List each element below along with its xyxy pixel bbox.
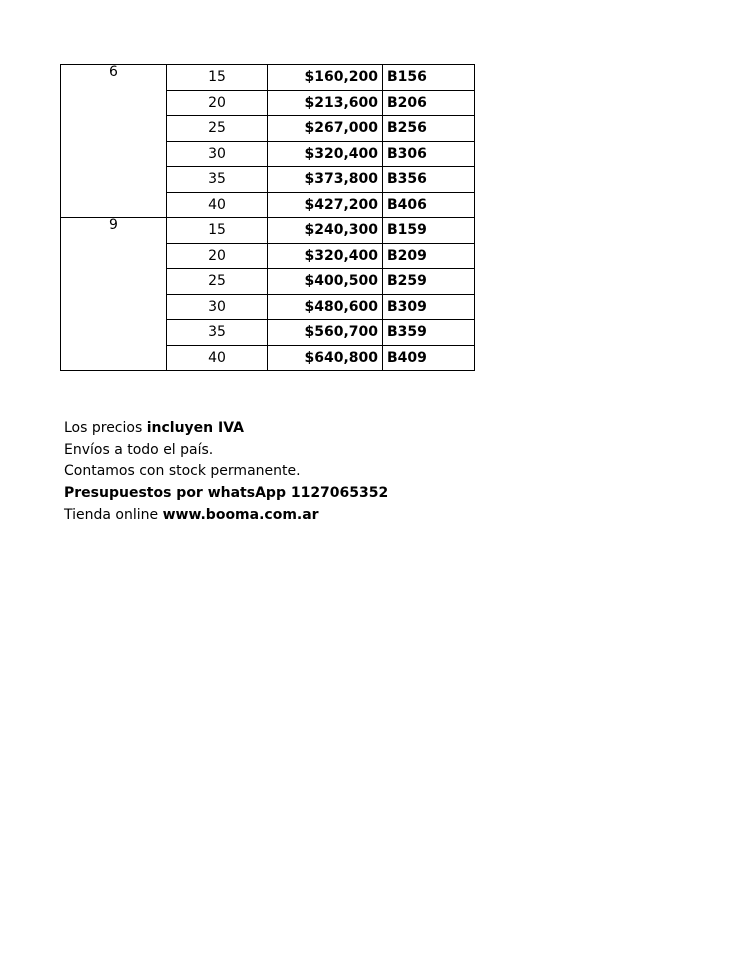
store-note: [64, 505, 388, 527]
code-cell: B356: [383, 167, 475, 193]
code-cell: B259: [383, 269, 475, 295]
qty-cell: 25: [167, 116, 268, 142]
qty-cell: 30: [167, 141, 268, 167]
qty-cell: 15: [167, 218, 268, 244]
price-cell: $320,400: [268, 141, 383, 167]
code-cell: B306: [383, 141, 475, 167]
qty-cell: 20: [167, 90, 268, 116]
store-url: www.booma.com.ar: [162, 506, 319, 523]
code-cell: B256: [383, 116, 475, 142]
code-cell: B209: [383, 243, 475, 269]
table-row: [61, 218, 475, 244]
quotes-note: Presupuestos por whatsApp 1127065352: [64, 485, 389, 502]
price-cell: $640,800: [268, 345, 383, 371]
qty-cell: 35: [167, 167, 268, 193]
iva-note-text: Los precios: [64, 420, 147, 436]
stock-note: Contamos con stock permanente.: [64, 463, 301, 480]
price-cell: $267,000: [268, 116, 383, 142]
price-cell: $427,200: [268, 192, 383, 218]
qty-cell: 25: [167, 269, 268, 295]
code-cell: B406: [383, 192, 475, 218]
qty-cell: 15: [167, 65, 268, 91]
notes-section: [64, 418, 388, 527]
qty-cell: 40: [167, 345, 268, 371]
store-note-text: Tienda online: [64, 506, 163, 523]
price-cell: $400,500: [268, 269, 383, 295]
code-cell: B409: [383, 345, 475, 371]
price-cell: $213,600: [268, 90, 383, 116]
price-cell: $373,800: [268, 167, 383, 193]
shipping-note: Envíos a todo el país.: [64, 441, 214, 458]
price-table: [60, 64, 475, 371]
price-cell: $160,200: [268, 65, 383, 91]
qty-cell: 30: [167, 294, 268, 320]
iva-note: [64, 418, 388, 440]
iva-note-emphasis: incluyen IVA: [146, 420, 244, 436]
code-cell: B309: [383, 294, 475, 320]
group-label: 9: [61, 218, 167, 371]
price-cell: $320,400: [268, 243, 383, 269]
qty-cell: 40: [167, 192, 268, 218]
qty-cell: 20: [167, 243, 268, 269]
code-cell: B159: [383, 218, 475, 244]
code-cell: B359: [383, 320, 475, 346]
code-cell: B156: [383, 65, 475, 91]
group-label: 6: [61, 65, 167, 218]
code-cell: B206: [383, 90, 475, 116]
price-cell: $240,300: [268, 218, 383, 244]
price-cell: $480,600: [268, 294, 383, 320]
table-row: [61, 65, 475, 91]
qty-cell: 35: [167, 320, 268, 346]
price-cell: $560,700: [268, 320, 383, 346]
